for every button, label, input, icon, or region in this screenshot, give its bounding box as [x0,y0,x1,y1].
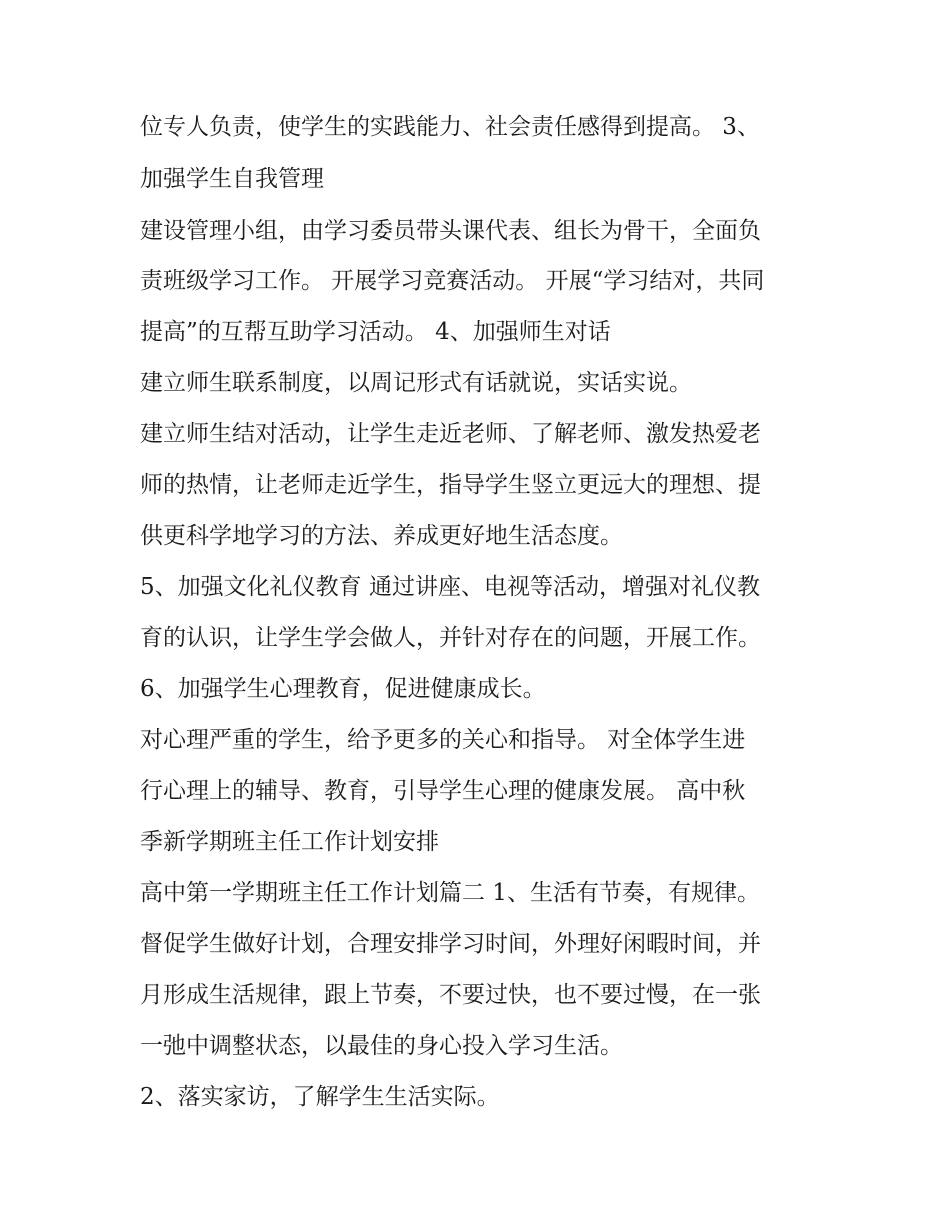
body-text-line: 师的热情，让老师走近学生，指导学生竖立更远大的理想、提 [140,472,761,498]
body-text-line: 6、加强学生心理教育，促进健康成长。 [140,676,546,702]
body-text-line: 位专人负责，使学生的实践能力、社会责任感得到提高。 3、 [140,114,760,140]
body-text-line: 季新学期班主任工作计划安排 [140,829,439,855]
body-text-line: 高中第一学期班主任工作计划篇二 1、生活有节奏，有规律。 [140,880,760,906]
body-text-line: 行心理上的辅导、教育，引导学生心理的健康发展。 高中秋 [140,778,746,804]
body-text-line: 建立师生结对活动，让学生走近老师、了解老师、激发热爱老 [140,421,761,447]
body-text-line: 5、加强文化礼仪教育 通过讲座、电视等活动，增强对礼仪教 [140,574,760,600]
body-text-line: 提高”的互帮互助学习活动。 4、加强师生对话 [140,319,611,345]
body-text-line: 供更科学地学习的方法、养成更好地生活态度。 [140,523,623,549]
body-text-line: 育的认识，让学生学会做人，并针对存在的问题，开展工作。 [140,625,761,651]
body-text-line: 责班级学习工作。 开展学习竞赛活动。 开展“学习结对，共同 [140,268,765,294]
body-text-line: 一弛中调整状态，以最佳的身心投入学习生活。 [140,1033,623,1059]
body-text-line: 建设管理小组，由学习委员带头课代表、组长为骨干，全面负 [140,218,761,244]
body-text-line: 月形成生活规律，跟上节奏，不要过快，也不要过慢，在一张 [140,982,761,1008]
body-text-line: 建立师生联系制度，以周记形式有话就说，实话实说。 [140,370,692,396]
body-text-line: 2、落实家访，了解学生生活实际。 [140,1084,500,1110]
body-text-line: 对心理严重的学生，给予更多的关心和指导。 对全体学生进 [140,727,746,753]
body-text-line: 督促学生做好计划，合理安排学习时间，外理好闲暇时间，并 [140,931,761,957]
body-text-line: 加强学生自我管理 [140,166,324,192]
